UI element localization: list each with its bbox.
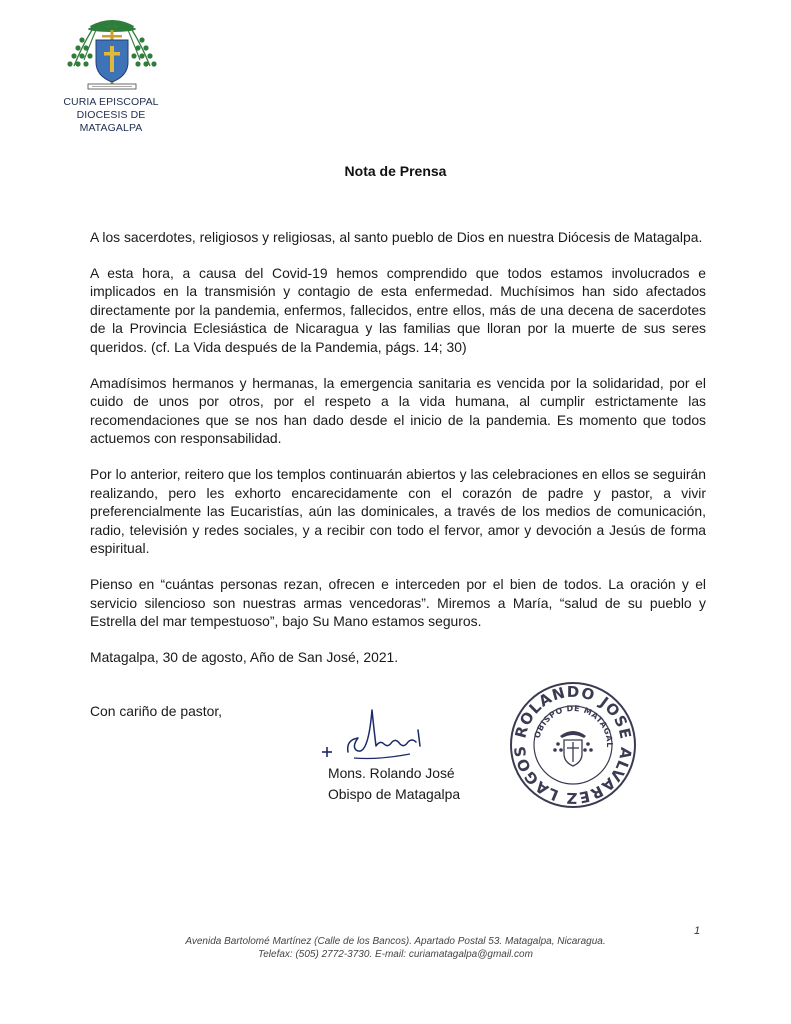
letterhead-line-1: CURIA EPISCOPAL: [63, 96, 159, 108]
paragraph: A esta hora, a causa del Covid-19 hemos comprendido que todos estamos involucrados e implicados en la transmisión y contagio de esta enfermedad. Muchísimos han sido afectados directamente por la pandemia, enfermos, fallecidos, entre ellos, más de una decena de sacerdotes de la Provincia Eclesiástica de Nicaragua y las familias que lloran por la muerte de sus seres queridos. (cf. La Vida después de la Pandemia, págs. 14; 30): [90, 264, 706, 355]
signatory-role: Obispo de Matagalpa: [328, 786, 461, 802]
document-title: Nota de Prensa: [344, 163, 447, 179]
signatory-block: [328, 763, 460, 805]
coat-of-arms-logo: [60, 16, 164, 94]
footer-line-2: Telefax: (505) 2772-3730. E-mail: curiamatagalpa@gmail.com: [258, 949, 533, 960]
signatory-name: Mons. Rolando José: [328, 765, 455, 781]
svg-text:ROLANDO JOSE ALVAREZ LAGOS +: ROLANDO JOSE ALVAREZ LAGOS: [510, 682, 636, 808]
svg-text:OBISPO DE MATAGALPA: OBISPO DE MATAGAL: [532, 703, 615, 748]
page-number: 1: [694, 925, 701, 937]
footer-line-1: Avenida Bartolomé Martínez (Calle de los Bancos). Apartado Postal 53. Matagalpa, Nicaragua.: [185, 936, 606, 947]
closing-salutation: Con cariño de pastor,: [90, 703, 223, 719]
letterhead-line-2: DIOCESIS DE MATAGALPA: [76, 109, 146, 134]
document-body: [90, 228, 706, 683]
seal-icon: [508, 680, 638, 810]
footer-address: [0, 935, 791, 961]
episcopal-seal-stamp: [508, 680, 638, 815]
paragraph-salutation: A los sacerdotes, religiosos y religiosas, al santo pueblo de Dios en nuestra Diócesis de Matagalpa.: [90, 229, 703, 245]
paragraph-date: Matagalpa, 30 de agosto, Año de San José, 2021.: [90, 648, 399, 665]
signature-icon: [318, 700, 438, 770]
paragraph: Pienso en “cuántas personas rezan, ofrecen e interceden por el bien de todos. La oración y el servicio silencioso son nuestras armas vencedoras”. Miremos a María, “salud de su pueblo y Estrella del mar tempestuoso”, bajo Su Mano estamos seguros.: [90, 575, 706, 630]
paragraph: Por lo anterior, reitero que los templos continuarán abiertos y las celebraciones en ellos se seguirán realizando, pero les exhorto encarecidamente con el corazón de padre y pastor, a vivir preferencialmente las Eucaristías, aún las dominicales, a través de los medios de comunicación, radio, televisión y redes sociales, y a recibir con todo el fervor, amor y devoción a Jesús de forma espiritual.: [90, 465, 706, 557]
paragraph: Amadísimos hermanos y hermanas, la emergencia sanitaria es vencida por la solidaridad, por el cuido de unos por otros, por el respeto a la vida humana, al cumplir estrictamente las recomendaciones que se nos han dado desde el inicio de la pandemia. Es momento que todos actuemos con responsabilidad.: [90, 374, 706, 447]
episcopal-coat-of-arms-icon: [62, 16, 162, 94]
letterhead-text: [52, 96, 170, 135]
